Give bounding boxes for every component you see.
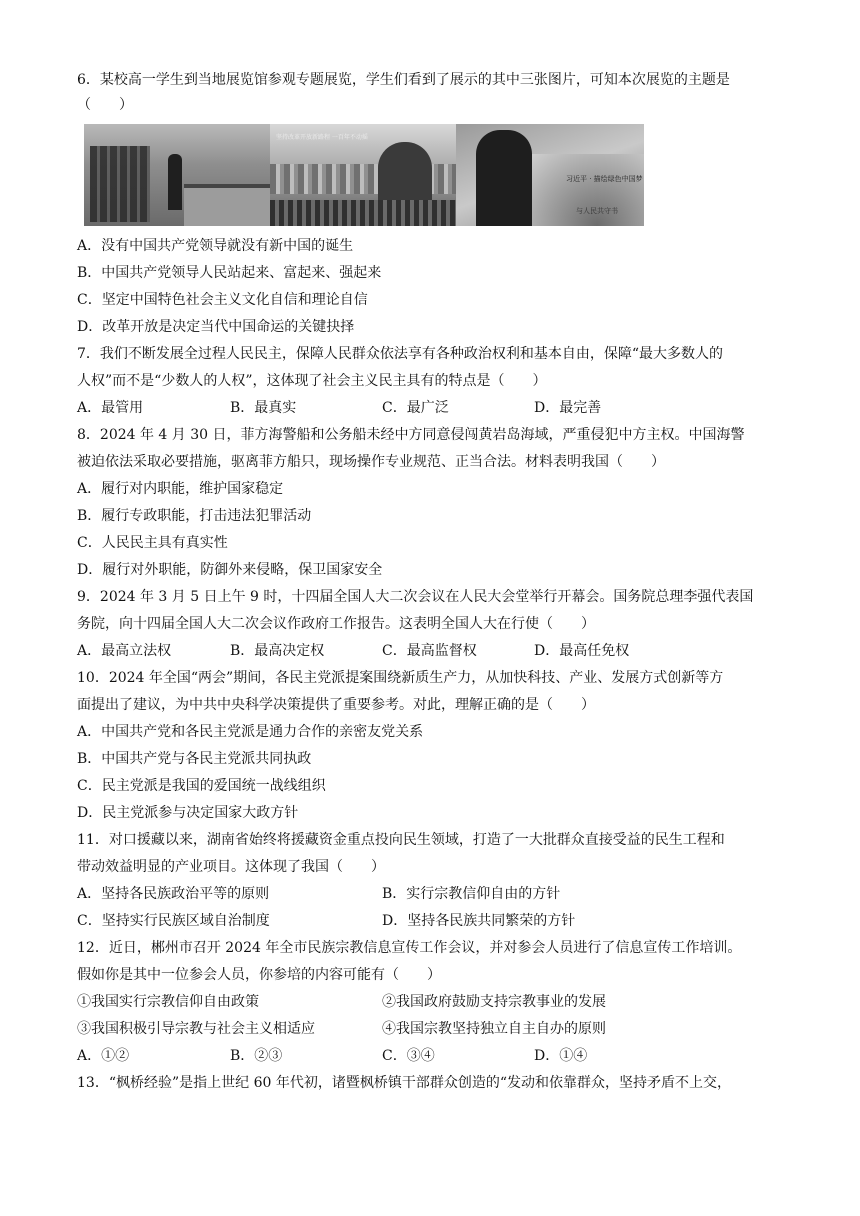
photo-banner-text: 坚持改革开放新路程 一百年不动摇 <box>276 134 368 141</box>
q11-option-d[interactable]: D．坚持各民族共同繁荣的方针 <box>382 913 576 929</box>
q8-option-b[interactable]: B．履行专政职能，打击违法犯罪活动 <box>77 508 312 524</box>
q11-stem-line-2: 带动效益明显的产业项目。这体现了我国（ ） <box>77 859 385 875</box>
q6-option-a[interactable]: A．没有中国共产党领导就没有新中国的诞生 <box>77 238 354 254</box>
q12-statement-4: ④我国宗教坚持独立自主自办的原则 <box>382 1021 606 1037</box>
speaker-figure <box>168 154 182 210</box>
q8-stem-line-1: 8．2024 年 4 月 30 日，菲方海警船和公务船未经中方同意侵闯黄岩岛海域，严重侵犯中方主权。中国海警 <box>77 427 745 443</box>
q6-exhibition-photos <box>84 124 644 226</box>
q11-option-b[interactable]: B．实行宗教信仰自由的方针 <box>382 886 561 902</box>
q6-option-d[interactable]: D．改革开放是决定当代中国命运的关键抉择 <box>77 319 355 335</box>
q11-stem-line-1: 11．对口援藏以来，湖南省始终将援藏资金重点投向民生领域，打造了一大批群众直接受益的民生工程和 <box>77 832 725 848</box>
q8-option-d[interactable]: D．履行对外职能，防御外来侵略，保卫国家安全 <box>77 562 383 578</box>
q10-option-a[interactable]: A．中国共产党和各民主党派是通力合作的亲密友党关系 <box>77 724 424 740</box>
founding-ceremony-photo <box>84 124 270 226</box>
q7-option-d[interactable]: D．最完善 <box>534 400 602 416</box>
q9-option-c[interactable]: C．最高监督权 <box>382 643 477 659</box>
q9-option-d[interactable]: D．最高任免权 <box>534 643 630 659</box>
q7-stem-line-1: 7．我们不断发展全过程人民民主，保障人民群众依法享有各种政治权利和基本自由，保障“最大多数人的 <box>77 346 724 362</box>
q7-option-b[interactable]: B．最真实 <box>230 400 297 416</box>
q7-option-a[interactable]: A．最管用 <box>77 400 144 416</box>
q10-option-c[interactable]: C．民主党派是我国的爱国统一战线组织 <box>77 778 326 794</box>
q8-option-a[interactable]: A．履行对内职能，维护国家稳定 <box>77 481 284 497</box>
q10-stem-line-1: 10．2024 年全国“两会”期间，各民主党派提案围绕新质生产力，从加快科技、产业、发展方式创新等方 <box>77 670 724 686</box>
q11-option-a[interactable]: A．坚持各民族政治平等的原则 <box>77 886 270 902</box>
crowd-figure <box>270 200 456 226</box>
crowd-figure <box>90 146 150 222</box>
q7-option-c[interactable]: C．最广泛 <box>382 400 449 416</box>
q12-stem-line-2: 假如你是其中一位参会人员，你参培的内容可能有（ ） <box>77 967 441 983</box>
q9-option-b[interactable]: B．最高决定权 <box>230 643 325 659</box>
q9-stem-line-1: 9．2024 年 3 月 5 日上午 9 时，十四届全国人大二次会议在人民大会堂举行开幕会。国务院总理李强代表国 <box>77 589 754 605</box>
q9-option-a[interactable]: A．最高立法权 <box>77 643 172 659</box>
q9-stem-line-2: 务院，向十四届全国人大二次会议作政府工作报告。这表明全国人大在行使（ ） <box>77 616 595 632</box>
q12-statement-1: ①我国实行宗教信仰自由政策 <box>77 994 259 1010</box>
q10-option-b[interactable]: B．中国共产党与各民主党派共同执政 <box>77 751 312 767</box>
q10-option-d[interactable]: D．民主党派参与决定国家大政方针 <box>77 805 299 821</box>
q12-statement-3: ③我国积极引导宗教与社会主义相适应 <box>77 1021 315 1037</box>
q6-option-b[interactable]: B．中国共产党领导人民站起来、富起来、强起来 <box>77 265 382 281</box>
q8-stem-line-2: 被迫依法采取必要措施，驱离菲方船只，现场操作专业规范、正当合法。材料表明我国（ ） <box>77 454 665 470</box>
q6-option-c[interactable]: C．坚定中国特色社会主义文化自信和理论自信 <box>77 292 368 308</box>
q12-option-b[interactable]: B．②③ <box>230 1048 283 1064</box>
q12-option-a[interactable]: A．①② <box>77 1048 130 1064</box>
reform-opening-photo <box>270 124 456 226</box>
q10-stem-line-2: 面提出了建议，为中共中央科学决策提供了重要参考。对此，理解正确的是（ ） <box>77 697 595 713</box>
q12-statement-2: ②我国政府鼓励支持宗教事业的发展 <box>382 994 606 1010</box>
q11-option-c[interactable]: C．坚持实行民族区域自治制度 <box>77 913 270 929</box>
new-era-photo <box>456 124 644 226</box>
q12-option-d[interactable]: D．①④ <box>534 1048 588 1064</box>
photo-slogan: 习近平 · 描绘绿色中国梦 <box>566 175 643 183</box>
q6-stem-line-2: （ ） <box>77 97 133 113</box>
photo-slogan-sub: 与人民共守书 <box>576 207 618 215</box>
q6-stem-line-1: 6．某校高一学生到当地展览馆参观专题展览，学生们看到了展示的其中三张图片，可知本次展览的主题是 <box>77 72 730 88</box>
q13-stem-line-1: 13．“枫桥经验”是指上世纪 60 年代初，诸暨枫桥镇干部群众创造的“发动和依靠群众，坚持矛盾不上交， <box>77 1075 731 1091</box>
rostrum-figure <box>184 184 270 226</box>
q7-stem-line-2: 人权”而不是“少数人的人权”，这体现了社会主义民主具有的特点是（ ） <box>77 373 547 389</box>
q8-option-c[interactable]: C．人民民主具有真实性 <box>77 535 228 551</box>
portrait-figure <box>476 130 532 226</box>
q12-option-c[interactable]: C．③④ <box>382 1048 435 1064</box>
q12-stem-line-1: 12．近日，郴州市召开 2024 年全市民族宗教信息宣传工作会议，并对参会人员进行了信息宣传工作培训。 <box>77 940 742 956</box>
